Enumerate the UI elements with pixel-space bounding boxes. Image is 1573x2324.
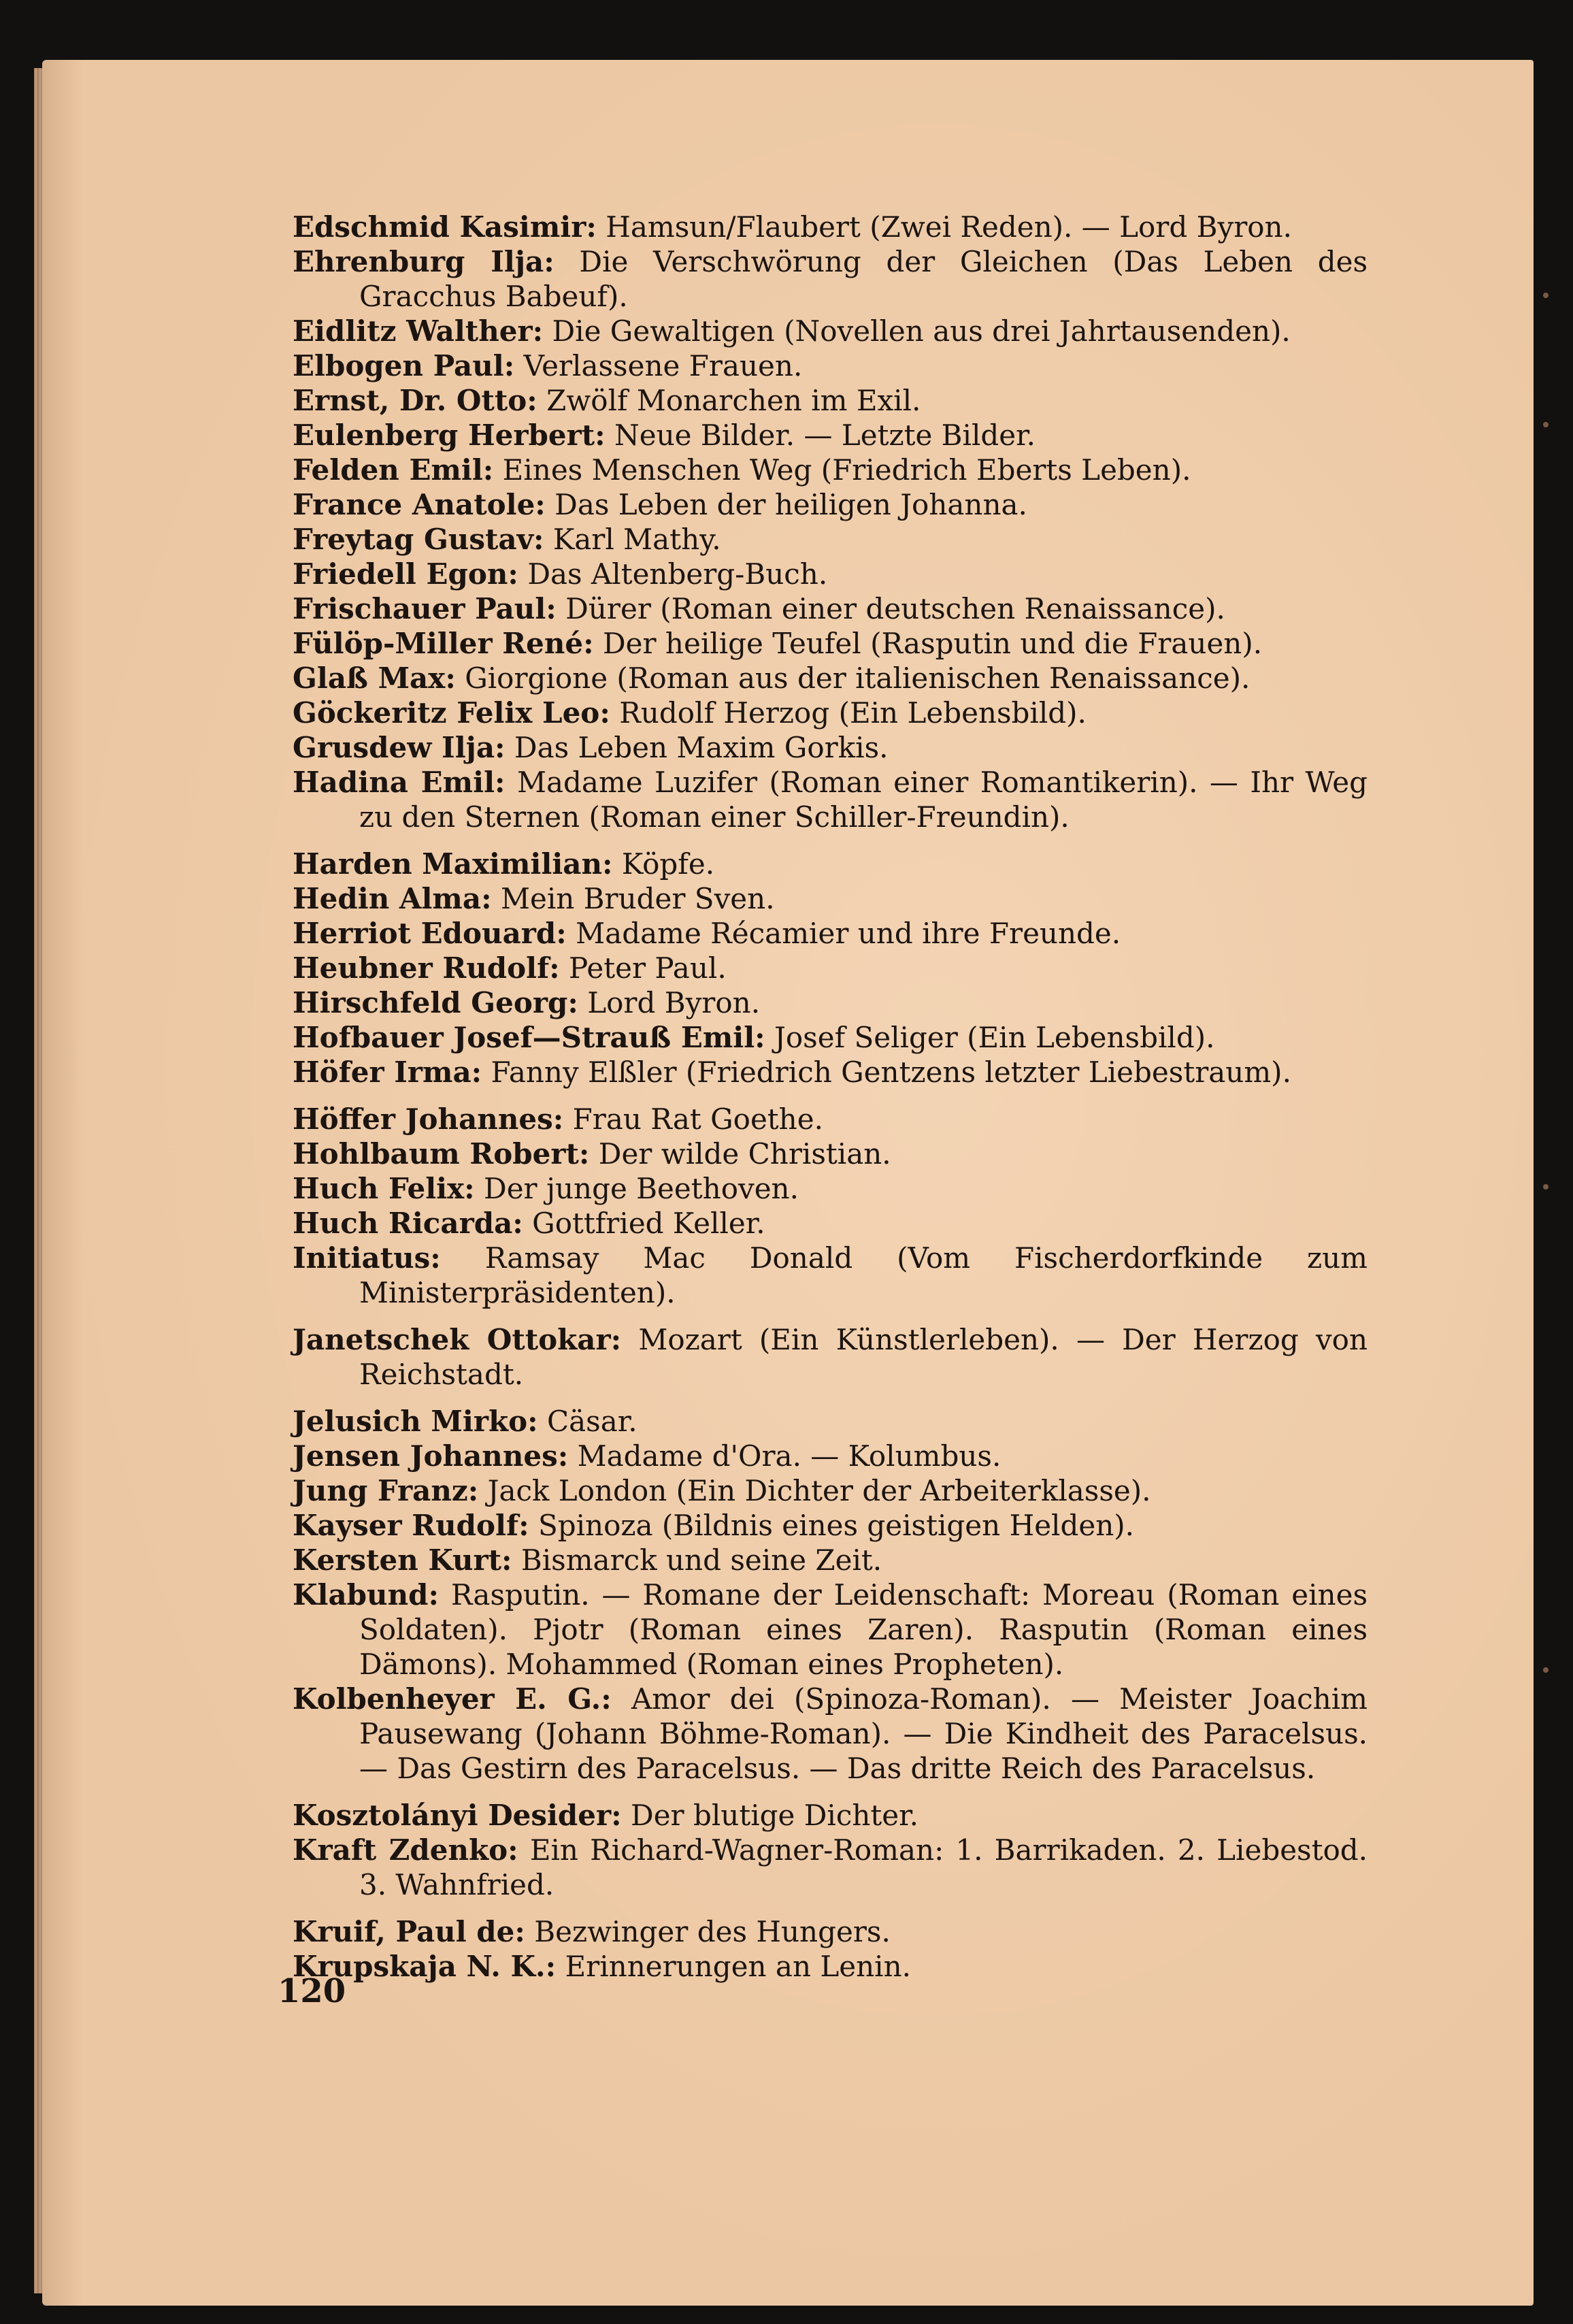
entry-edschmid	[293, 210, 1368, 244]
entry-works: Madame Récamier und ihre Freunde.	[576, 917, 1121, 950]
page-number: 120	[278, 1972, 346, 2010]
entry-works: Jack London (Ein Dichter der Arbeiterklasse).	[487, 1474, 1151, 1507]
entry-author: Huch Ricarda:	[293, 1207, 523, 1240]
entry-kosztolanyi	[293, 1798, 1368, 1833]
entry-author: Glaß Max:	[293, 661, 456, 695]
entry-freytag	[293, 522, 1368, 557]
entry-author: Jelusich Mirko:	[293, 1405, 538, 1438]
entry-jung	[293, 1473, 1368, 1508]
entry-author: Hirschfeld Georg:	[293, 986, 578, 1019]
entry-fueloep-miller	[293, 626, 1368, 661]
entry-works: Der blutige Dichter.	[631, 1799, 918, 1832]
entry-works: Peter Paul.	[569, 951, 727, 985]
entry-hohlbaum	[293, 1136, 1368, 1171]
entry-author: Krupskaja N. K.:	[293, 1950, 557, 1983]
entry-author: Friedell Egon:	[293, 557, 518, 591]
entry-author: Felden Emil:	[293, 453, 494, 487]
entry-works: Cäsar.	[546, 1405, 638, 1438]
entry-hoeffer	[293, 1102, 1368, 1136]
entry-works: Zwölf Monarchen im Exil.	[546, 384, 921, 417]
entry-works: Frau Rat Goethe.	[572, 1102, 823, 1136]
entry-works: Bezwinger des Hungers.	[534, 1915, 891, 1948]
entry-hedin	[293, 881, 1368, 916]
entry-glass	[293, 661, 1368, 695]
entry-ernst	[293, 383, 1368, 418]
entry-works: Mozart (Ein Künstlerleben). — Der Herzog von Reichstadt.	[359, 1323, 1368, 1391]
entry-author: Hohlbaum Robert:	[293, 1137, 590, 1171]
entry-author: Jensen Johannes:	[293, 1439, 569, 1473]
entry-author: Kersten Kurt:	[293, 1543, 512, 1577]
entry-jensen	[293, 1439, 1368, 1473]
entry-works: Gottfried Keller.	[532, 1207, 765, 1240]
entry-author: Elbogen Paul:	[293, 349, 515, 382]
entry-felden	[293, 453, 1368, 487]
entry-kayser	[293, 1508, 1368, 1543]
entry-author: Freytag Gustav:	[293, 523, 544, 556]
entry-friedell	[293, 557, 1368, 591]
entry-author: Hofbauer Josef—Strauß Emil:	[293, 1021, 765, 1054]
entry-author: Harden Maximilian:	[293, 847, 613, 881]
entry-jelusich	[293, 1404, 1368, 1439]
entry-huch-felix	[293, 1171, 1368, 1206]
entry-works: Das Leben der heiligen Johanna.	[554, 488, 1027, 521]
entry-works: Verlassene Frauen.	[523, 349, 803, 382]
entry-kraft	[293, 1833, 1368, 1902]
entry-hirschfeld	[293, 985, 1368, 1020]
entry-works: Madame d'Ora. — Kolumbus.	[577, 1439, 1001, 1473]
entry-works: Ein Richard-Wagner-Roman: 1. Barrikaden. 2. Liebestod. 3. Wahnfried.	[359, 1833, 1368, 1901]
entry-works: Neue Bilder. — Letzte Bilder.	[614, 419, 1036, 452]
entry-works: Köpfe.	[621, 847, 715, 881]
entry-author: Eidlitz Walther:	[293, 314, 544, 348]
entry-author: Initiatus:	[293, 1241, 441, 1275]
entry-author: Eulenberg Herbert:	[293, 419, 606, 452]
entry-author: Edschmid Kasimir:	[293, 210, 597, 244]
entry-works: Fanny Elßler (Friedrich Gentzens letzter Liebestraum).	[491, 1055, 1291, 1089]
entry-author: Kolbenheyer E. G.:	[293, 1682, 612, 1716]
entry-author: Kraft Zdenko:	[293, 1833, 518, 1867]
entry-hoefer	[293, 1055, 1368, 1090]
entry-klabund	[293, 1577, 1368, 1682]
entry-hofbauer	[293, 1020, 1368, 1055]
entry-author: Janetschek Ottokar:	[293, 1323, 622, 1356]
stitch-mark	[1543, 1184, 1549, 1190]
entry-kruif	[293, 1914, 1368, 1949]
entry-author: Klabund:	[293, 1578, 439, 1611]
entry-author: Grusdew Ilja:	[293, 731, 506, 764]
entry-frischauer	[293, 591, 1368, 626]
entry-works: Mein Bruder Sven.	[500, 882, 775, 915]
entry-grusdew	[293, 730, 1368, 765]
entry-elbogen	[293, 348, 1368, 383]
entry-works: Lord Byron.	[587, 986, 761, 1019]
entry-ehrenburg	[293, 244, 1368, 314]
entry-author: Hedin Alma:	[293, 882, 492, 915]
entry-works: Madame Luzifer (Roman einer Romantikerin). — Ihr Weg zu den Sternen (Roman einer Schiller-Freundin).	[359, 766, 1368, 834]
entry-author: Fülöp-Miller René:	[293, 627, 594, 660]
entry-heubner	[293, 951, 1368, 985]
entry-works: Der wilde Christian.	[598, 1137, 891, 1171]
entry-huch-ricarda	[293, 1206, 1368, 1241]
entry-author: Kayser Rudolf:	[293, 1509, 529, 1542]
entry-works: Giorgione (Roman aus der italienischen Renaissance).	[465, 661, 1251, 695]
entry-goeckeritz	[293, 695, 1368, 730]
entry-france	[293, 487, 1368, 522]
stitch-mark	[1543, 422, 1549, 427]
entry-author: Huch Felix:	[293, 1172, 475, 1205]
entry-works: Erinnerungen an Lenin.	[565, 1950, 911, 1983]
entry-author: Höffer Johannes:	[293, 1102, 564, 1136]
entry-author: Jung Franz:	[293, 1474, 479, 1507]
entry-eidlitz	[293, 314, 1368, 348]
entry-works: Der heilige Teufel (Rasputin und die Frauen).	[602, 627, 1263, 660]
entry-krupskaja	[293, 1949, 1368, 1984]
entry-author: Kruif, Paul de:	[293, 1915, 525, 1948]
entry-author: Hadina Emil:	[293, 766, 506, 799]
entry-works: Das Altenberg-Buch.	[527, 557, 828, 591]
entry-initiatus	[293, 1241, 1368, 1310]
entry-author: Ehrenburg Ilja:	[293, 245, 554, 278]
entry-hadina	[293, 765, 1368, 834]
entry-kersten	[293, 1543, 1368, 1577]
entry-works: Dürer (Roman einer deutschen Renaissance).	[565, 592, 1225, 625]
entry-works: Hamsun/Flaubert (Zwei Reden). — Lord Byron.	[606, 210, 1292, 244]
entry-author: Frischauer Paul:	[293, 592, 557, 625]
stitch-mark	[1543, 1667, 1549, 1673]
entry-works: Die Gewaltigen (Novellen aus drei Jahrtausenden).	[552, 314, 1291, 348]
entry-eulenberg	[293, 418, 1368, 453]
entry-works: Bismarck und seine Zeit.	[520, 1543, 882, 1577]
entry-works: Eines Menschen Weg (Friedrich Eberts Leben).	[502, 453, 1191, 487]
binding-stitches	[1543, 136, 1550, 1769]
entry-harden	[293, 847, 1368, 881]
entry-works: Ramsay Mac Donald (Vom Fischerdorfkinde zum Ministerpräsidenten).	[359, 1241, 1368, 1309]
entry-works: Amor dei (Spinoza-Roman). — Meister Joachim Pausewang (Johann Böhme-Roman). — Die Kindheit des Paracelsus. — Das Gestirn des Paracelsus. — Das dritte Reich des Paracelsus.	[359, 1682, 1368, 1785]
entry-author: Herriot Edouard:	[293, 917, 567, 950]
entry-works: Spinoza (Bildnis eines geistigen Helden).	[537, 1509, 1135, 1542]
entry-author: Ernst, Dr. Otto:	[293, 384, 537, 417]
entry-author: Heubner Rudolf:	[293, 951, 560, 985]
entry-janetschek	[293, 1322, 1368, 1392]
stitch-mark	[1543, 293, 1549, 298]
entry-herriot	[293, 916, 1368, 951]
entry-author: Göckeritz Felix Leo:	[293, 696, 610, 730]
entry-works: Karl Mathy.	[552, 523, 721, 556]
entry-author: Kosztolányi Desider:	[293, 1799, 622, 1832]
entry-works: Josef Seliger (Ein Lebensbild).	[774, 1021, 1215, 1054]
entry-kolbenheyer	[293, 1682, 1368, 1786]
entry-author: France Anatole:	[293, 488, 546, 521]
entry-works: Der junge Beethoven.	[484, 1172, 799, 1205]
bibliography-list	[293, 210, 1368, 1984]
entry-works: Die Verschwörung der Gleichen (Das Leben des Gracchus Babeuf).	[359, 245, 1368, 313]
entry-works: Rasputin. — Romane der Leidenschaft: Moreau (Roman eines Soldaten). Pjotr (Roman eines Zaren). Rasputin (Roman eines Dämons). Mohammed (Roman eines Propheten).	[359, 1578, 1368, 1681]
entry-works: Das Leben Maxim Gorkis.	[514, 731, 889, 764]
entry-works: Rudolf Herzog (Ein Lebensbild).	[619, 696, 1087, 730]
entry-author: Höfer Irma:	[293, 1055, 482, 1089]
